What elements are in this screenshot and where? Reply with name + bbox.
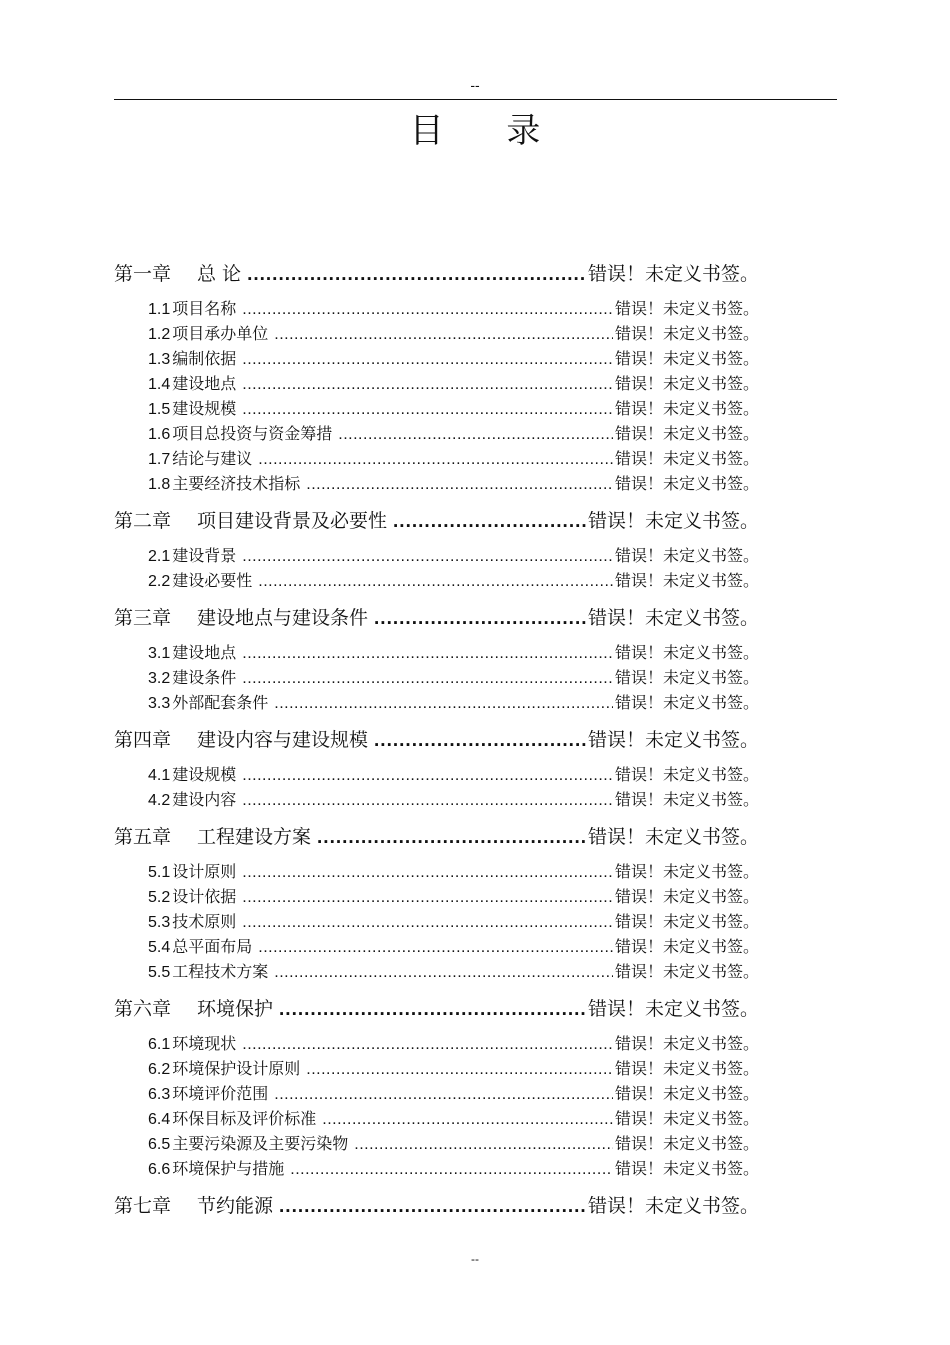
toc-section-entry[interactable] [114,471,759,496]
toc-section-entry-number: 1.6 [148,426,171,443]
toc-section-entry-leader [242,885,613,910]
toc-section-entry-page-ref: 错误！未定义书签。 [614,1109,759,1128]
toc-section-entry-leader [338,422,613,447]
toc-section-entry-leader [274,322,613,347]
toc-section-entry-leader [274,1082,613,1107]
toc-section-entry-title: 建设背景 [172,546,237,565]
toc-section-entry-number: 6.6 [148,1161,171,1178]
toc-section-entry-title: 主要经济技术指标 [172,474,301,493]
toc-section-entry-number: 6.4 [148,1111,171,1128]
toc-chapter-entry-number: 第五章 [114,826,172,848]
toc-section-entry-page-ref: 错误！未定义书签。 [614,693,759,712]
toc-section-entry-title: 环保目标及评价标准 [172,1109,317,1128]
toc-chapter-entry-leader [374,605,586,632]
toc-section-entry-page-ref: 错误！未定义书签。 [614,299,759,318]
toc-chapter-entry-page-ref: 错误！未定义书签。 [587,510,759,532]
toc-chapter-entry-number: 第一章 [114,263,172,285]
toc-section-entry-page-ref: 错误！未定义书签。 [614,1134,759,1153]
toc-section-entry[interactable] [114,1031,759,1056]
toc-section-entry-leader [242,1032,613,1057]
toc-section-entry-page-ref: 错误！未定义书签。 [614,399,759,418]
toc-section-entry-title: 环境现状 [172,1034,237,1053]
toc-chapter-entry-leader [317,824,586,851]
toc-section-entry-number: 2.1 [148,548,171,565]
toc-section-entry-number: 3.3 [148,695,171,712]
toc-section-entry[interactable] [114,1156,759,1181]
toc-section-entry[interactable] [114,321,759,346]
toc-section-entry-leader [242,297,613,322]
toc-section-entry-number: 1.4 [148,376,171,393]
toc-section-entry[interactable] [114,446,759,471]
toc-section-entry[interactable] [114,665,759,690]
toc-chapter-entry[interactable] [114,727,759,754]
footer-mark: -- [471,1252,479,1266]
toc-section-entry-leader [242,788,613,813]
toc-section-entry-title: 设计依据 [172,887,237,906]
toc-section-entry-leader [242,641,613,666]
toc-section-entry-leader [242,763,613,788]
toc-section-entry[interactable] [114,1081,759,1106]
toc-chapter-entry-leader [247,261,586,288]
toc-chapter-entry-leader [374,727,586,754]
toc-section-entry-number: 1.2 [148,326,171,343]
toc-section-entry-title: 建设地点 [172,374,237,393]
toc-section-entry-leader [354,1132,613,1157]
toc-chapter-entry-page-ref: 错误！未定义书签。 [587,607,759,629]
toc-section-entry-page-ref: 错误！未定义书签。 [614,349,759,368]
toc-chapter-entry-title: 工程建设方案 [197,826,312,848]
toc-section-entry-page-ref: 错误！未定义书签。 [614,1059,759,1078]
toc-section-entry-leader [274,691,613,716]
toc-section-entry-number: 5.4 [148,939,171,956]
toc-section-entry[interactable] [114,690,759,715]
toc-section-entry-title: 建设规模 [172,765,237,784]
toc-section-entry-page-ref: 错误！未定义书签。 [614,668,759,687]
toc-section-entry-number: 5.1 [148,864,171,881]
toc-section-entry-leader [242,860,613,885]
toc-section-entry[interactable] [114,543,759,568]
toc-section-entry-number: 5.2 [148,889,171,906]
toc-chapter-entry[interactable] [114,605,759,632]
toc-section-entry-number: 2.2 [148,573,171,590]
toc-chapter-entry-title: 建设地点与建设条件 [197,607,369,629]
toc-section-entry-page-ref: 错误！未定义书签。 [614,546,759,565]
toc-section-entry[interactable] [114,1106,759,1131]
toc-section-entry-page-ref: 错误！未定义书签。 [614,962,759,981]
toc-section-entry-leader [290,1157,613,1182]
toc-section-entry-number: 4.2 [148,792,171,809]
toc-section-entry-number: 1.7 [148,451,171,468]
toc-section-entry-page-ref: 错误！未定义书签。 [614,643,759,662]
toc-chapter-entry-title: 总 论 [197,263,242,285]
toc-chapter-entry[interactable] [114,261,759,288]
toc-section-entry-leader [258,569,613,594]
toc-section-entry[interactable] [114,346,759,371]
toc-title: 目 录 [409,111,567,151]
toc-section-entry-page-ref: 错误！未定义书签。 [614,862,759,881]
toc-section-entry-page-ref: 错误！未定义书签。 [614,1034,759,1053]
toc-chapter-entry-leader [279,996,586,1023]
toc-section-entry-leader [242,347,613,372]
toc-section-entry-leader [322,1107,613,1132]
toc-chapter-entry-page-ref: 错误！未定义书签。 [587,998,759,1020]
toc-section-entry[interactable] [114,396,759,421]
toc-section-entry-leader [258,935,613,960]
toc-section-entry-title: 工程技术方案 [172,962,269,981]
toc-section-entry-title: 项目总投资与资金筹措 [172,424,333,443]
toc-section-entry-page-ref: 错误！未定义书签。 [614,449,759,468]
toc-section-entry-page-ref: 错误！未定义书签。 [614,324,759,343]
toc-section-entry-title: 环境保护与措施 [172,1159,285,1178]
header-mark: -- [470,77,480,93]
toc-section-entry-number: 6.1 [148,1036,171,1053]
toc-section-entry-page-ref: 错误！未定义书签。 [614,887,759,906]
toc-chapter-entry-number: 第六章 [114,998,172,1020]
toc-section-entry[interactable] [114,884,759,909]
toc-chapter-entry[interactable] [114,508,759,535]
toc-section-entry[interactable] [114,787,759,812]
toc-chapter-entry-title: 环境保护 [197,998,274,1020]
toc-section-entry-leader [306,1057,613,1082]
toc-section-entry-number: 3.2 [148,670,171,687]
toc-section-entry-page-ref: 错误！未定义书签。 [614,474,759,493]
toc-section-entry[interactable] [114,421,759,446]
toc-section-entry-leader [242,910,613,935]
toc-section-entry-page-ref: 错误！未定义书签。 [614,571,759,590]
toc-section-entry-number: 6.5 [148,1136,171,1153]
toc-chapter-entry-title: 节约能源 [197,1195,274,1217]
toc-section-entry[interactable] [114,934,759,959]
toc-section-entry-leader [242,666,613,691]
toc-section-entry-number: 1.8 [148,476,171,493]
toc-section-entry-leader [242,544,613,569]
toc-chapter-entry-title: 项目建设背景及必要性 [197,510,388,532]
header-rule [114,99,837,100]
toc-section-entry-number: 6.2 [148,1061,171,1078]
toc-section-entry-title: 建设必要性 [172,571,253,590]
toc-chapter-entry-page-ref: 错误！未定义书签。 [587,826,759,848]
toc-section-entry-number: 5.5 [148,964,171,981]
toc-chapter-entry-leader [393,508,586,535]
toc-chapter-entry-number: 第三章 [114,607,172,629]
toc-section-entry-title: 建设地点 [172,643,237,662]
toc-section-entry[interactable] [114,1056,759,1081]
toc-section-entry-title: 技术原则 [172,912,237,931]
toc-section-entry-title: 结论与建议 [172,449,253,468]
toc-chapter-entry-title: 建设内容与建设规模 [197,729,369,751]
toc-section-entry-title: 主要污染源及主要污染物 [172,1134,349,1153]
toc-section-entry-title: 项目承办单位 [172,324,269,343]
toc-chapter-entry[interactable] [114,824,759,851]
toc-section-entry-page-ref: 错误！未定义书签。 [614,1159,759,1178]
toc-section-entry-leader [274,960,613,985]
toc-section-entry-page-ref: 错误！未定义书签。 [614,1084,759,1103]
toc-section-entry-number: 4.1 [148,767,171,784]
toc-section-entry-page-ref: 错误！未定义书签。 [614,912,759,931]
toc-section-entry-title: 环境评价范围 [172,1084,269,1103]
toc-section-entry-number: 1.5 [148,401,171,418]
toc-chapter-entry-page-ref: 错误！未定义书签。 [587,729,759,751]
toc-section-entry-title: 环境保护设计原则 [172,1059,301,1078]
toc-chapter-entry-page-ref: 错误！未定义书签。 [587,1195,759,1217]
toc-section-entry-title: 总平面布局 [172,937,253,956]
toc-section-entry-page-ref: 错误！未定义书签。 [614,374,759,393]
toc-section-entry-leader [306,472,613,497]
toc-chapter-entry[interactable] [114,996,759,1023]
toc-chapter-entry[interactable] [114,1193,759,1220]
toc-section-entry-title: 建设内容 [172,790,237,809]
toc-section-entry-number: 1.1 [148,301,171,318]
toc-section-entry-page-ref: 错误！未定义书签。 [614,765,759,784]
toc-section-entry-leader [242,397,613,422]
toc-section-entry-page-ref: 错误！未定义书签。 [614,790,759,809]
toc-section-entry-title: 建设规模 [172,399,237,418]
toc-section-entry-number: 1.3 [148,351,171,368]
toc-section-entry[interactable] [114,959,759,984]
toc-chapter-entry-number: 第七章 [114,1195,172,1217]
toc-chapter-entry-leader [279,1193,586,1220]
toc-section-entry[interactable] [114,640,759,665]
table-of-contents [114,255,759,1228]
toc-section-entry[interactable] [114,568,759,593]
toc-section-entry[interactable] [114,762,759,787]
toc-section-entry-leader [258,447,613,472]
toc-chapter-entry-number: 第四章 [114,729,172,751]
toc-section-entry-title: 外部配套条件 [172,693,269,712]
toc-section-entry-number: 6.3 [148,1086,171,1103]
toc-chapter-entry-number: 第二章 [114,510,172,532]
toc-section-entry-page-ref: 错误！未定义书签。 [614,937,759,956]
toc-section-entry[interactable] [114,909,759,934]
toc-section-entry-leader [242,372,613,397]
toc-section-entry[interactable] [114,371,759,396]
toc-section-entry-number: 3.1 [148,645,171,662]
toc-section-entry[interactable] [114,859,759,884]
toc-chapter-entry-page-ref: 错误！未定义书签。 [587,263,759,285]
toc-section-entry[interactable] [114,296,759,321]
toc-section-entry-title: 编制依据 [172,349,237,368]
toc-section-entry-title: 设计原则 [172,862,237,881]
toc-section-entry-title: 建设条件 [172,668,237,687]
toc-section-entry-page-ref: 错误！未定义书签。 [614,424,759,443]
toc-section-entry-number: 5.3 [148,914,171,931]
toc-section-entry[interactable] [114,1131,759,1156]
toc-section-entry-title: 项目名称 [172,299,237,318]
